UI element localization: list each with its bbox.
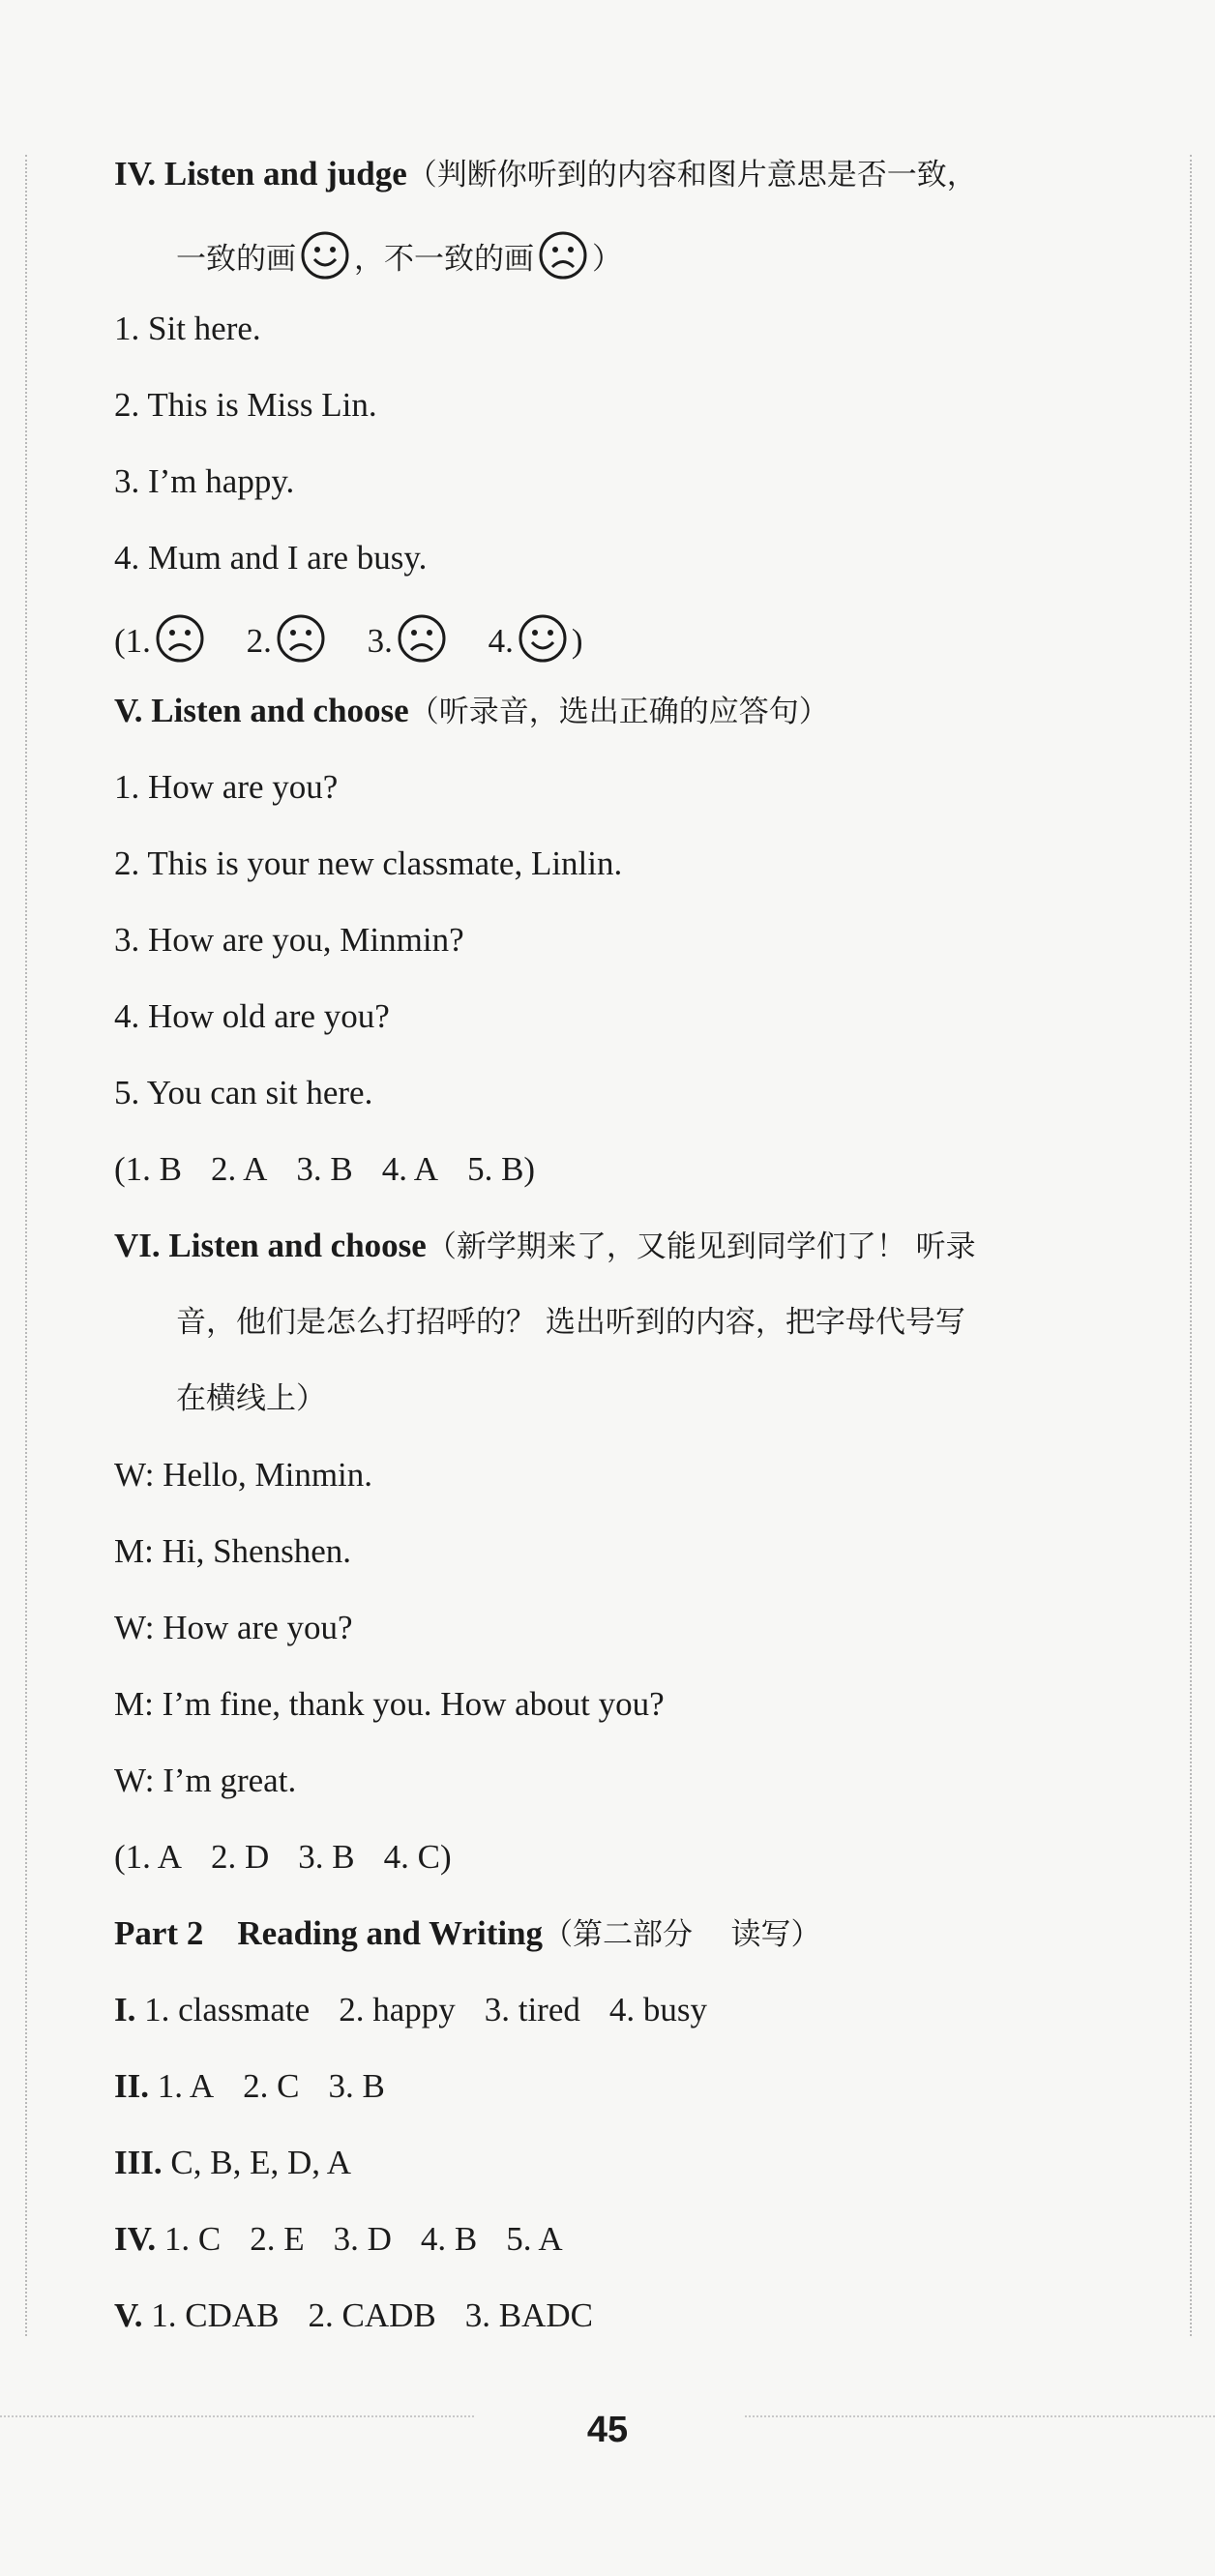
section-vi-answers [114, 1836, 452, 1879]
footer-rule-right [745, 2415, 1215, 2417]
list-item: 4. Mum and I are busy. [114, 539, 428, 577]
answer: 1. C [163, 2220, 222, 2258]
answer: 4. B [420, 2220, 478, 2258]
answer: 3. B [296, 1150, 353, 1188]
answer: (1. A [114, 1838, 182, 1876]
sad-face-icon [155, 613, 205, 664]
part2-row-iv [114, 2218, 563, 2261]
list-item: 1. Sit here. [114, 310, 261, 347]
section-vi-heading [114, 1225, 976, 1268]
sad-face-icon [538, 230, 588, 281]
part2-heading [114, 1912, 820, 1956]
instr-inconsistent-text: ，不一致的画 [354, 242, 534, 277]
section-vi-title: VI. Listen and choose [114, 1227, 427, 1264]
sad-face-icon [397, 613, 447, 664]
dialogue-line: M: Hi, Shenshen. [114, 1532, 351, 1570]
answer-label: 2. [246, 622, 272, 660]
list-item: 3. I’m happy. [114, 462, 295, 500]
list-item: 2. This is Miss Lin. [114, 386, 377, 424]
part2-row-v [114, 2295, 593, 2337]
part2-subtitle: （第二部分 读写） [543, 1917, 821, 1952]
answer: 2. CADB [308, 2296, 436, 2334]
footer-rule-left [0, 2415, 474, 2417]
answer: 2. D [211, 1838, 270, 1876]
dialogue-line: W: How are you? [114, 1609, 353, 1646]
list-item: 2. This is your new classmate, Linlin. [114, 844, 623, 882]
sad-face-icon [276, 613, 326, 664]
answer: 4. C) [383, 1838, 452, 1876]
answers-close-paren: ) [571, 622, 583, 660]
answer: 1. A [157, 2067, 215, 2105]
answer: 2. happy [339, 1991, 456, 2028]
dialogue-line: W: I’m great. [114, 1762, 297, 1799]
section-v-instruction: （听录音，选出正确的应答句） [408, 695, 829, 729]
row-number: V. [114, 2296, 143, 2334]
answer-label: (1. [114, 622, 151, 660]
section-iv-instruction-line2 [176, 230, 622, 281]
section-vi-instruction-line3: 在横线上） [176, 1381, 326, 1416]
answer: 3. B [298, 1838, 355, 1876]
answer: 2. C [243, 2067, 300, 2105]
row-number: IV. [114, 2220, 157, 2258]
answer: 5. A [506, 2220, 563, 2258]
instr-consistent-text: 一致的画 [176, 242, 296, 277]
answer: 4. A [381, 1150, 439, 1188]
answer: 1. CDAB [151, 2296, 280, 2334]
row-number: III. [114, 2144, 163, 2181]
part2-title: Part 2 Reading and Writing [114, 1914, 544, 1952]
answer: 3. BADC [464, 2296, 594, 2334]
smiley-face-icon [518, 613, 568, 664]
answer: 3. B [328, 2067, 385, 2105]
list-item: 5. You can sit here. [114, 1074, 373, 1111]
section-vi-instruction: （新学期来了，又能见到同学们了！ 听录 [426, 1229, 976, 1264]
section-v-title: V. Listen and choose [114, 692, 409, 729]
answer: 3. D [333, 2220, 392, 2258]
section-vi-instruction-line2: 音，他们是怎么打招呼的？ 选出听到的内容，把字母代号写 [176, 1305, 965, 1340]
row-number: I. [114, 1991, 136, 2028]
section-iv-answers [114, 613, 583, 664]
page-number: 45 [586, 2410, 629, 2450]
section-v-answers [114, 1148, 535, 1191]
section-iv-title: IV. Listen and judge [114, 155, 407, 192]
section-iv-heading [114, 153, 977, 196]
answer: 2. A [211, 1150, 268, 1188]
answer: 3. tired [484, 1991, 580, 2028]
dialogue-line: W: Hello, Minmin. [114, 1456, 373, 1494]
answer: (1. B [114, 1150, 182, 1188]
list-item: 4. How old are you? [114, 997, 390, 1035]
answer-label: 3. [367, 622, 393, 660]
answer: C, B, E, D, A [170, 2144, 352, 2181]
section-iv-instruction: （判断你听到的内容和图片意思是否一致， [406, 158, 977, 192]
answer: 1. classmate [144, 1991, 311, 2028]
smiley-face-icon [300, 230, 350, 281]
dialogue-line: M: I’m fine, thank you. How about you? [114, 1685, 665, 1723]
answer-label: 4. [488, 622, 514, 660]
part2-row-iii [114, 2142, 351, 2184]
right-dotted-margin [1190, 155, 1192, 2336]
left-dotted-margin [25, 155, 27, 2336]
answer: 5. B) [467, 1150, 536, 1188]
answer: 2. E [250, 2220, 305, 2258]
part2-row-ii [114, 2065, 385, 2108]
list-item: 1. How are you? [114, 768, 339, 806]
section-v-heading [114, 690, 829, 733]
part2-row-i [114, 1989, 707, 2031]
instr-close-paren: ） [592, 242, 622, 277]
answer: 4. busy [608, 1991, 707, 2028]
list-item: 3. How are you, Minmin? [114, 921, 464, 959]
row-number: II. [114, 2067, 149, 2105]
